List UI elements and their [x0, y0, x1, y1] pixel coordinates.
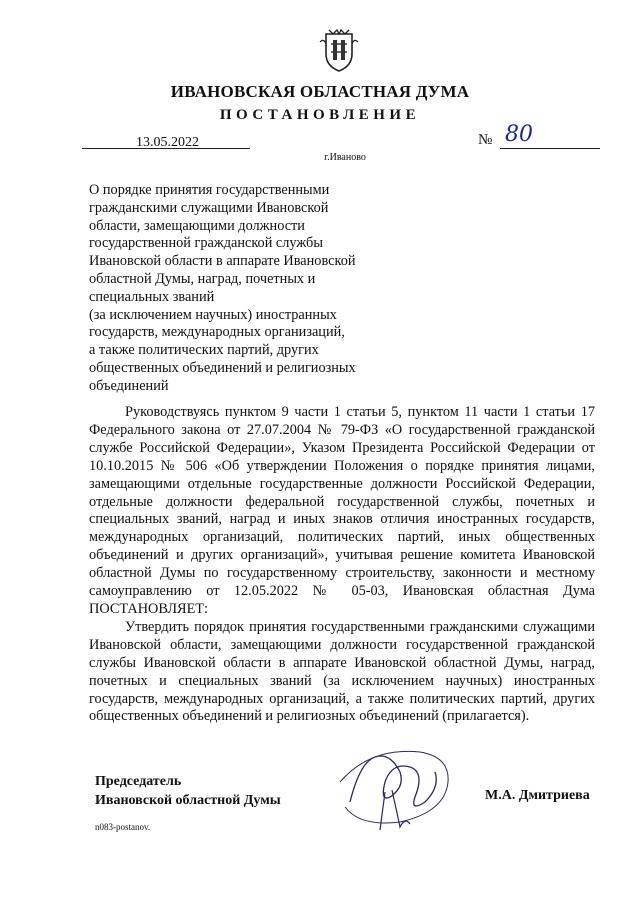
city: г.Иваново: [324, 152, 366, 163]
document-body: [89, 404, 595, 726]
signatory-name: М.А. Дмитриева: [485, 788, 590, 803]
document-type: ПОСТАНОВЛЕНИЕ: [219, 107, 421, 123]
subject-line: О порядке принятия государственными: [89, 182, 330, 198]
subject-line: (за исключением научных) иностранных: [89, 306, 337, 323]
subject-line: объединений: [89, 377, 169, 394]
body-paragraph: Утвердить порядок принятия государственными гражданскими служащими Ивановской области, замещающими должности государственной гражданской службы Ивановской области в аппарате Ивановской областной Думы, наград, почетных и специальных званий (за исключением научных) иностранных государств, международных организаций, а также политических партий, других общественных объединений и религиозных объединений (прилагается).: [89, 618, 595, 725]
document-number: 80: [505, 122, 533, 147]
body-paragraph: Руководствуясь пунктом 9 части 1 статьи 5, пунктом 11 части 1 статьи 17 Федерального закона от 27.07.2004 № 79-ФЗ «О государственной гражданской службе Российской Федерации», Указом Президента Российской Федерации от 10.10.2015 № 506 «Об утверждении Положения о порядке принятия лицами, замещающими отдельные государственные должности Российской Федерации, отдельные должности федеральной государственной службы, почетных и специальных званий, наград и иных знаков отличия иностранных государств, международных организаций, политических партий, иных общественных объединений и других организаций», учитывая решение комитета Ивановской областной Думы по государственному строительству, законности и местному самоуправлению от 12.05.2022 № 05-03, Ивановская областная Дума ПОСТАНОВЛЯЕТ:: [89, 404, 595, 617]
signatory-title-line: Ивановской областной Думы: [95, 793, 281, 808]
subject-line: а также политических партий, других: [89, 342, 319, 359]
signatory-title: [95, 772, 281, 810]
subject-line: Ивановской области в аппарате Ивановской: [89, 253, 356, 270]
subject-line: областной Думы, наград, почетных и: [89, 270, 316, 287]
organization-title: ИВАНОВСКАЯ ОБЛАСТНАЯ ДУМА: [170, 82, 470, 101]
document-date: 13.05.2022: [136, 135, 199, 150]
number-underline: [500, 148, 600, 149]
date-underline: [82, 148, 250, 149]
handwritten-signature: [330, 742, 460, 832]
coat-of-arms-icon: [316, 28, 362, 74]
signatory-title-line: Председатель: [95, 774, 182, 789]
subject-line: государств, международных организаций,: [89, 324, 345, 341]
subject-line: гражданскими служащими Ивановской: [89, 199, 329, 216]
document-subject: [89, 182, 375, 396]
subject-line: области, замещающими должности: [89, 217, 305, 234]
file-code: n083-postanov.: [95, 822, 151, 832]
subject-line: специальных званий: [89, 288, 215, 305]
subject-line: государственной гражданской службы: [89, 235, 323, 252]
number-label: №: [478, 132, 493, 148]
subject-line: общественных объединений и религиозных: [89, 359, 356, 376]
